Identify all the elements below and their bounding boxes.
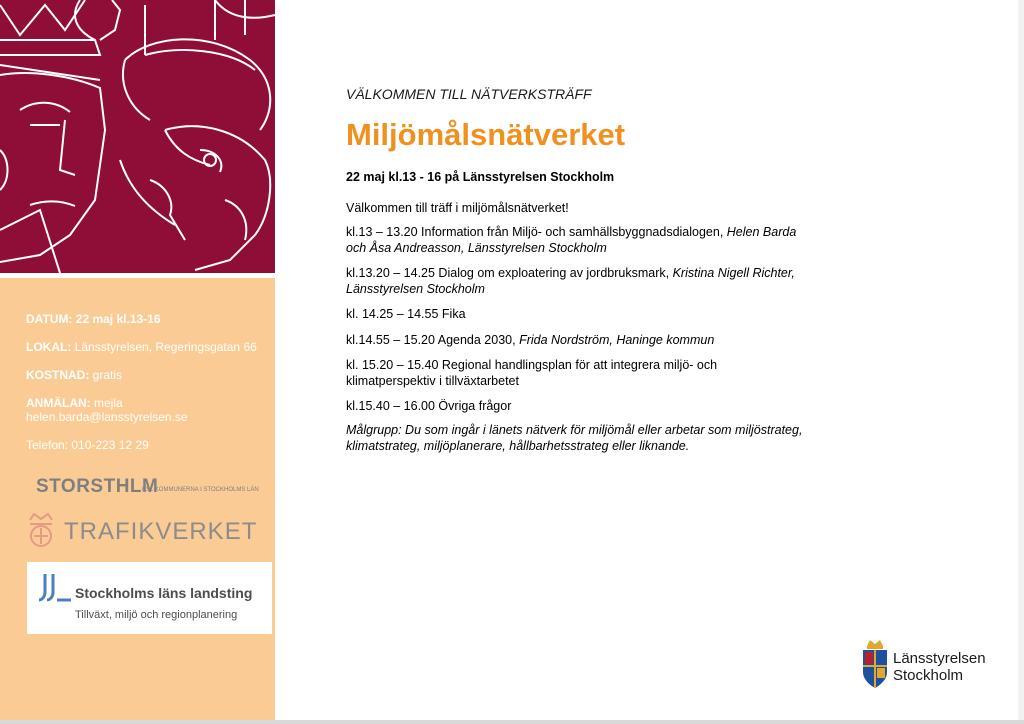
sll-mark-icon xyxy=(37,570,77,610)
anmalan-label: ANMÄLAN: xyxy=(26,396,91,410)
info-anmalan xyxy=(26,396,188,424)
lansstyrelsen-line2: Stockholm xyxy=(893,667,964,684)
contact-email-link[interactable]: helen.barda@lansstyrelsen.se xyxy=(26,410,188,424)
crest-line-art xyxy=(0,0,275,273)
agenda-item-text: kl. 15.20 – 15.40 Regional handlingsplan för att integrera miljö- och klimatperspektiv i tillväxtarbetet xyxy=(346,358,718,388)
agenda-item xyxy=(346,332,806,348)
page-bottom-edge xyxy=(0,720,1024,724)
agenda-item-speaker: Helen Barda och Åsa Andreasson, Länsstyrelsen Stockholm xyxy=(346,225,797,255)
lokal-value: Länsstyrelsen, Regeringsgatan 66 xyxy=(74,340,257,354)
info-telefon: Telefon: 010-223 12 29 xyxy=(26,438,149,452)
agenda-item-speaker: Frida Nordström, Haninge kommun xyxy=(519,333,715,347)
storsthlm-wordmark: STORSTHLM xyxy=(36,476,159,497)
anmalan-value: mejla xyxy=(94,396,123,410)
sll-subtitle: Tillväxt, miljö och regionplanering xyxy=(75,609,238,621)
left-column xyxy=(0,0,275,720)
target-group-text: Målgrupp: Du som ingår i länets nätverk för miljömål eller arbetar som miljöstrateg, klimatstrateg, miljöplanerare, hållbarhetsstrateg eller liknande. xyxy=(346,423,803,453)
agenda-item xyxy=(346,224,806,256)
storsthlm-subtitle: KSL KOMMUNERNA I STOCKHOLMS LÄN xyxy=(142,487,259,493)
crest-banner-image xyxy=(0,0,275,273)
sll-title: Stockholms läns landsting xyxy=(75,585,253,601)
info-lokal xyxy=(26,340,257,354)
welcome-text: Välkommen till träff i miljömålsnätverket! xyxy=(346,201,569,215)
agenda-item-text: kl.15.40 – 16.00 Övriga frågor xyxy=(346,399,512,413)
agenda-item xyxy=(346,357,806,389)
datum-label: DATUM: xyxy=(26,312,73,326)
target-group xyxy=(346,422,806,454)
lansstyrelsen-crest-icon xyxy=(861,636,889,690)
lansstyrelsen-wordmark xyxy=(893,650,986,684)
info-datum xyxy=(26,312,161,326)
agenda-item-text: kl.13.20 – 14.25 Dialog om exploatering av jordbruksmark, xyxy=(346,266,673,280)
sll-logo xyxy=(27,562,272,634)
agenda-item-text: kl.14.55 – 15.20 Agenda 2030, xyxy=(346,333,520,347)
lansstyrelsen-line1: Länsstyrelsen xyxy=(893,650,986,667)
page-edge xyxy=(1018,0,1024,720)
kostnad-value: gratis xyxy=(92,368,123,382)
kostnad-label: KOSTNAD: xyxy=(26,368,90,382)
page-title: Miljömålsnätverket xyxy=(346,117,626,152)
lansstyrelsen-logo xyxy=(861,636,1001,692)
agenda-item-speaker: Kristina Nigell Richter, Länsstyrelsen Stockholm xyxy=(346,266,795,296)
date-line: 22 maj kl.13 - 16 på Länsstyrelsen Stockholm xyxy=(346,170,615,184)
storsthlm-logo xyxy=(36,476,276,502)
agenda-item xyxy=(346,306,806,322)
trafikverket-wordmark: TRAFIKVERKET xyxy=(64,518,258,545)
trafikverket-crown-icon xyxy=(24,510,58,550)
trafikverket-logo xyxy=(24,510,264,550)
agenda-item xyxy=(346,398,806,414)
lokal-label: LOKAL: xyxy=(26,340,72,354)
datum-value: 22 maj kl.13-16 xyxy=(75,312,161,326)
welcome-heading: VÄLKOMMEN TILL NÄTVERKSTRÄFF xyxy=(346,86,592,102)
agenda-item-text: kl. 14.25 – 14.55 Fika xyxy=(346,307,466,321)
agenda-item xyxy=(346,265,806,297)
info-kostnad xyxy=(26,368,122,382)
agenda-item-text: kl.13 – 13.20 Information från Miljö- och samhällsbyggnadsdialogen, xyxy=(346,225,727,239)
